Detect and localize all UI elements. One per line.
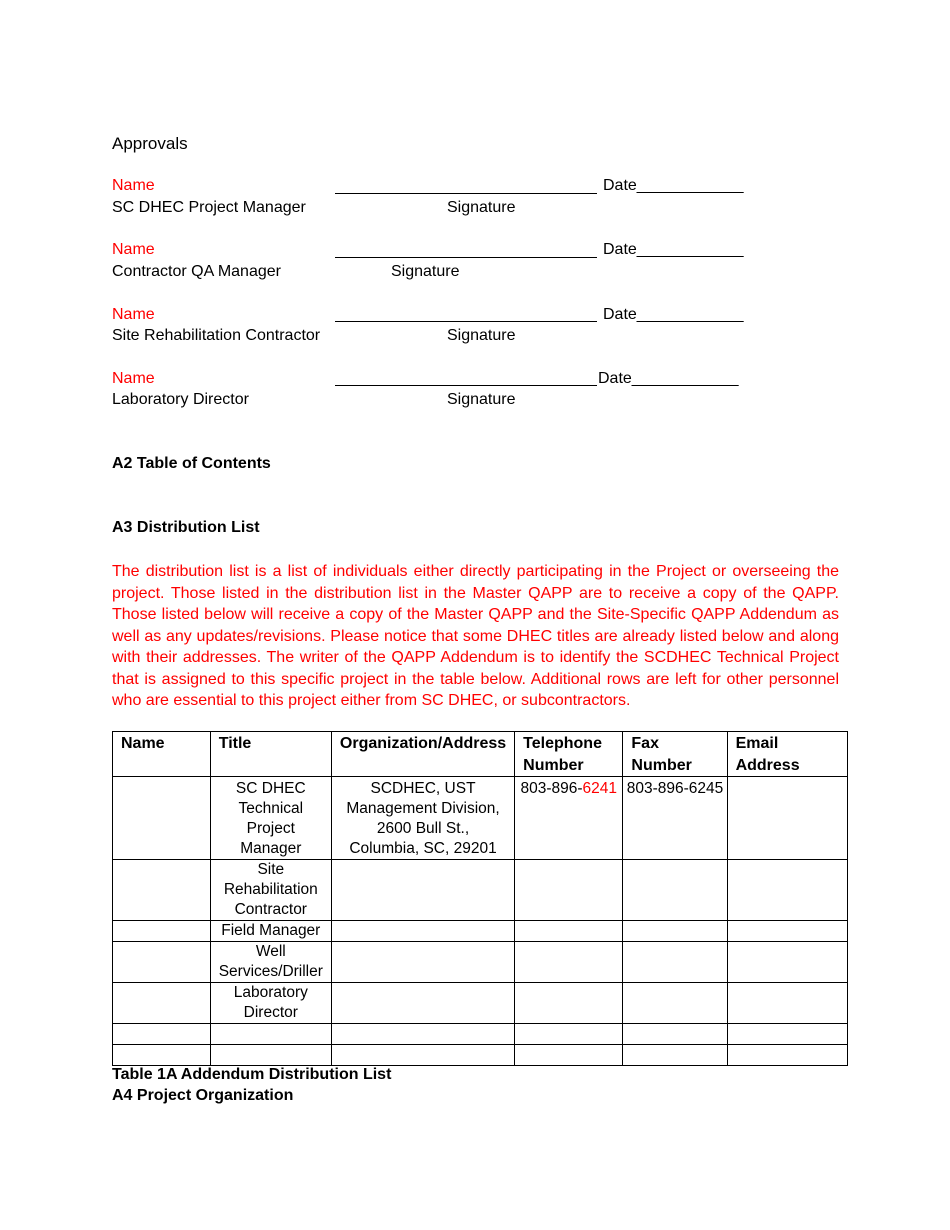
cell-phone[interactable] bbox=[515, 1045, 623, 1066]
approval-title-4: Laboratory Director bbox=[112, 391, 249, 408]
approval-name-1: Name bbox=[112, 177, 155, 194]
signature-label-1: Signature bbox=[447, 199, 516, 216]
phone-prefix: 803-896- bbox=[520, 780, 583, 797]
cell-name[interactable] bbox=[113, 777, 211, 860]
cell-org[interactable] bbox=[331, 860, 514, 921]
cell-fax: 803-896-6245 bbox=[623, 777, 727, 860]
cell-name[interactable] bbox=[113, 860, 211, 921]
table-row bbox=[113, 1045, 848, 1066]
header-phone: Telephone Number bbox=[515, 732, 623, 777]
cell-email[interactable] bbox=[727, 777, 847, 860]
cell-title[interactable] bbox=[210, 1024, 331, 1045]
table-row bbox=[113, 1024, 848, 1045]
cell-title bbox=[210, 860, 331, 921]
cell-title-text: Site Rehabilitation Contractor bbox=[223, 861, 318, 918]
phone-suffix: 6241 bbox=[582, 780, 618, 797]
signature-line-1[interactable] bbox=[335, 193, 597, 194]
cell-title bbox=[210, 777, 331, 860]
cell-phone[interactable] bbox=[515, 1024, 623, 1045]
cell-org[interactable] bbox=[331, 942, 514, 983]
signature-line-2[interactable] bbox=[335, 257, 597, 258]
section-a4-heading: A4 Project Organization bbox=[112, 1087, 294, 1104]
date-field-1[interactable]: Date____________ bbox=[603, 177, 744, 194]
cell-name[interactable] bbox=[113, 983, 211, 1024]
section-a2-heading: A2 Table of Contents bbox=[112, 455, 271, 472]
header-org: Organization/Address bbox=[331, 732, 514, 777]
cell-email[interactable] bbox=[727, 1024, 847, 1045]
approval-title-2: Contractor QA Manager bbox=[112, 263, 281, 280]
signature-line-4[interactable] bbox=[335, 385, 597, 386]
cell-title-text: SC DHEC Technical Project Manager bbox=[235, 780, 306, 857]
date-field-2[interactable]: Date____________ bbox=[603, 241, 744, 258]
cell-phone[interactable] bbox=[515, 921, 623, 942]
table-row bbox=[113, 983, 848, 1024]
cell-name[interactable] bbox=[113, 1024, 211, 1045]
cell-fax[interactable] bbox=[623, 942, 727, 983]
distribution-table bbox=[112, 731, 848, 1066]
table-row bbox=[113, 860, 848, 921]
cell-phone[interactable] bbox=[515, 942, 623, 983]
cell-phone bbox=[515, 777, 623, 860]
signature-label-3: Signature bbox=[447, 327, 516, 344]
cell-email[interactable] bbox=[727, 942, 847, 983]
cell-org[interactable] bbox=[331, 1024, 514, 1045]
signature-label-2: Signature bbox=[391, 263, 460, 280]
cell-title bbox=[210, 942, 331, 983]
table-row bbox=[113, 942, 848, 983]
cell-title: Field Manager bbox=[210, 921, 331, 942]
approval-name-3: Name bbox=[112, 306, 155, 323]
header-name: Name bbox=[113, 732, 211, 777]
cell-fax[interactable] bbox=[623, 1024, 727, 1045]
approval-title-3: Site Rehabilitation Contractor bbox=[112, 327, 321, 344]
distribution-description: The distribution list is a list of individuals either directly participating in the Project or overseeing the project. Those listed in the distribution list in the Master QAPP are to receive a copy of the QAPP. Those listed below will receive a copy of the Master QAPP and the Site-Specific QAPP Addendum as well as any updates/revisions. Please notice that some DHEC titles are already listed below and along with their addresses. The writer of the QAPP Addendum is to identify the SCDHEC Technical Project that is assigned to this specific project in the table below. Additional rows are left for other personnel who are essential to this project either from SC DHEC, or subcontractors. bbox=[112, 563, 839, 709]
cell-org[interactable] bbox=[331, 921, 514, 942]
cell-name[interactable] bbox=[113, 942, 211, 983]
cell-title bbox=[210, 983, 331, 1024]
cell-title-text: Laboratory Director bbox=[233, 984, 308, 1021]
cell-name[interactable] bbox=[113, 1045, 211, 1066]
approval-title-1: SC DHEC Project Manager bbox=[112, 199, 306, 216]
header-fax: Fax Number bbox=[623, 732, 727, 777]
approval-name-2: Name bbox=[112, 241, 155, 258]
table-header-row bbox=[113, 732, 848, 777]
cell-fax[interactable] bbox=[623, 1045, 727, 1066]
header-email: Email Address bbox=[727, 732, 847, 777]
date-field-3[interactable]: Date____________ bbox=[603, 306, 744, 323]
header-title: Title bbox=[210, 732, 331, 777]
approval-name-4: Name bbox=[112, 370, 155, 387]
cell-fax[interactable] bbox=[623, 921, 727, 942]
cell-org[interactable] bbox=[331, 983, 514, 1024]
approvals-heading: Approvals bbox=[112, 134, 188, 153]
cell-org-text: SCDHEC, UST Management Division, 2600 Bull St., Columbia, SC, 29201 bbox=[346, 780, 500, 857]
cell-email[interactable] bbox=[727, 1045, 847, 1066]
table-row bbox=[113, 777, 848, 860]
date-field-4[interactable]: Date____________ bbox=[598, 370, 739, 387]
cell-fax[interactable] bbox=[623, 860, 727, 921]
table-caption: Table 1A Addendum Distribution List bbox=[112, 1066, 392, 1083]
signature-label-4: Signature bbox=[447, 391, 516, 408]
cell-email[interactable] bbox=[727, 983, 847, 1024]
cell-phone[interactable] bbox=[515, 983, 623, 1024]
cell-org bbox=[331, 777, 514, 860]
cell-phone[interactable] bbox=[515, 860, 623, 921]
cell-org[interactable] bbox=[331, 1045, 514, 1066]
cell-email[interactable] bbox=[727, 860, 847, 921]
cell-fax[interactable] bbox=[623, 983, 727, 1024]
section-a3-heading: A3 Distribution List bbox=[112, 519, 260, 536]
table-row bbox=[113, 921, 848, 942]
cell-title-text: Well Services/Driller bbox=[218, 943, 323, 980]
signature-line-3[interactable] bbox=[335, 321, 597, 322]
cell-title[interactable] bbox=[210, 1045, 331, 1066]
cell-email[interactable] bbox=[727, 921, 847, 942]
cell-name[interactable] bbox=[113, 921, 211, 942]
